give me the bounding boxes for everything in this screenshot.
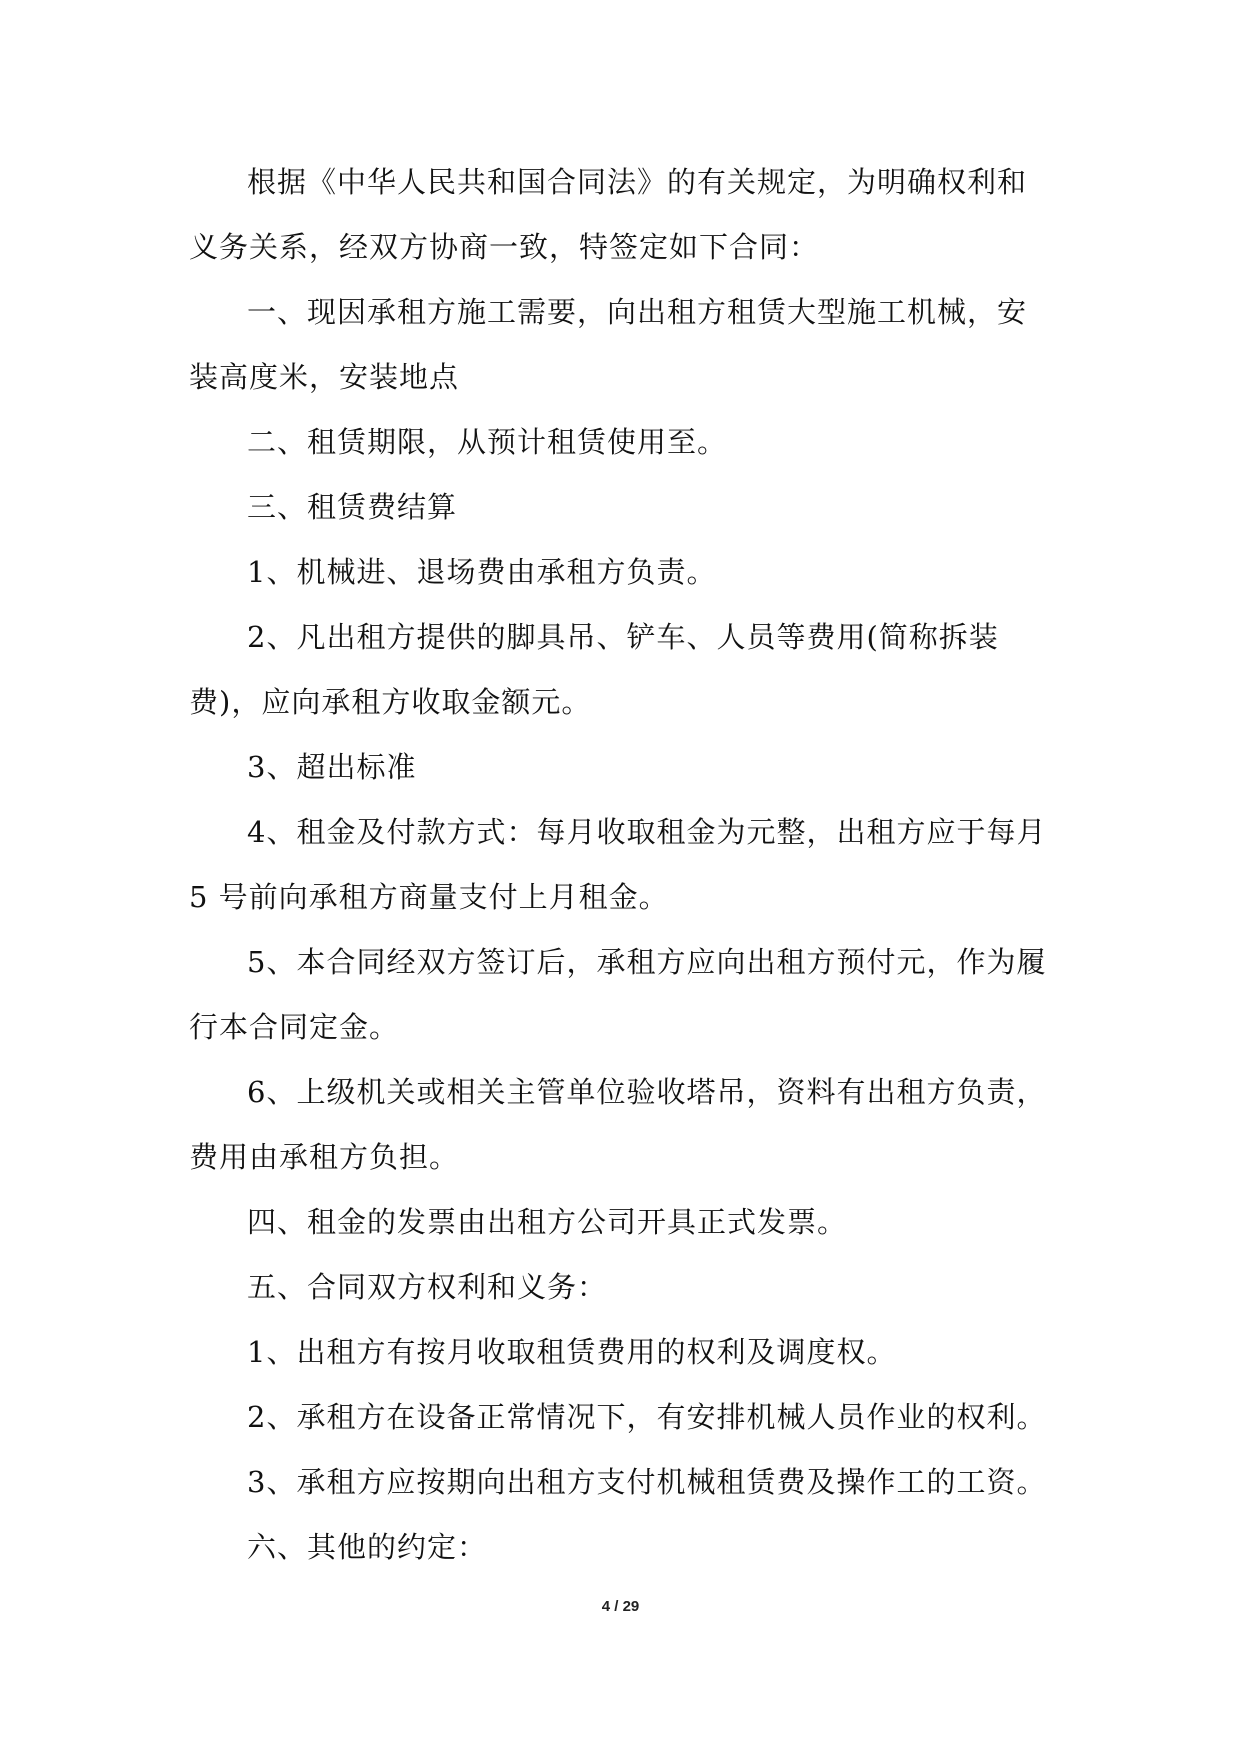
paragraph: 六、其他的约定： <box>247 1530 488 1564</box>
paragraph: 四、租金的发票由出租方公司开具正式发票。 <box>247 1205 848 1239</box>
paragraph: 五、合同双方权利和义务： <box>247 1270 608 1304</box>
paragraph: 2、承租方在设备正常情况下，有安排机械人员作业的权利。 <box>247 1400 1047 1434</box>
paragraph: 三、租赁费结算 <box>247 490 458 524</box>
paragraph: 5、本合同经双方签订后，承租方应向出租方预付元，作为履行本合同定金。 <box>189 945 1047 1044</box>
paragraph: 6、上级机关或相关主管单位验收塔吊，资料有出租方负责，费用由承租方负担。 <box>189 1075 1047 1174</box>
paragraph: 根据《中华人民共和国合同法》的有关规定，为明确权利和义务关系，经双方协商一致，特签定如下合同： <box>189 165 1028 264</box>
paragraph: 一、现因承租方施工需要，向出租方租赁大型施工机械，安装高度米，安装地点 <box>189 295 1028 394</box>
paragraph: 2、凡出租方提供的脚具吊、铲车、人员等费用(简称拆装费)，应向承租方收取金额元。 <box>189 620 999 719</box>
paragraph: 3、超出标准 <box>247 750 417 784</box>
paragraph: 3、承租方应按期向出租方支付机械租赁费及操作工的工资。 <box>247 1465 1047 1499</box>
page-number: 4 / 29 <box>601 1598 640 1615</box>
paragraph: 1、机械进、退场费由承租方负责。 <box>247 555 717 589</box>
paragraph: 二、租赁期限，从预计租赁使用至。 <box>247 425 728 459</box>
document-body <box>189 150 1051 1580</box>
paragraph: 1、出租方有按月收取租赁费用的权利及调度权。 <box>247 1335 897 1369</box>
paragraph: 4、租金及付款方式：每月收取租金为元整，出租方应于每月 5 号前向承租方商量支付上月租金。 <box>189 815 1047 914</box>
